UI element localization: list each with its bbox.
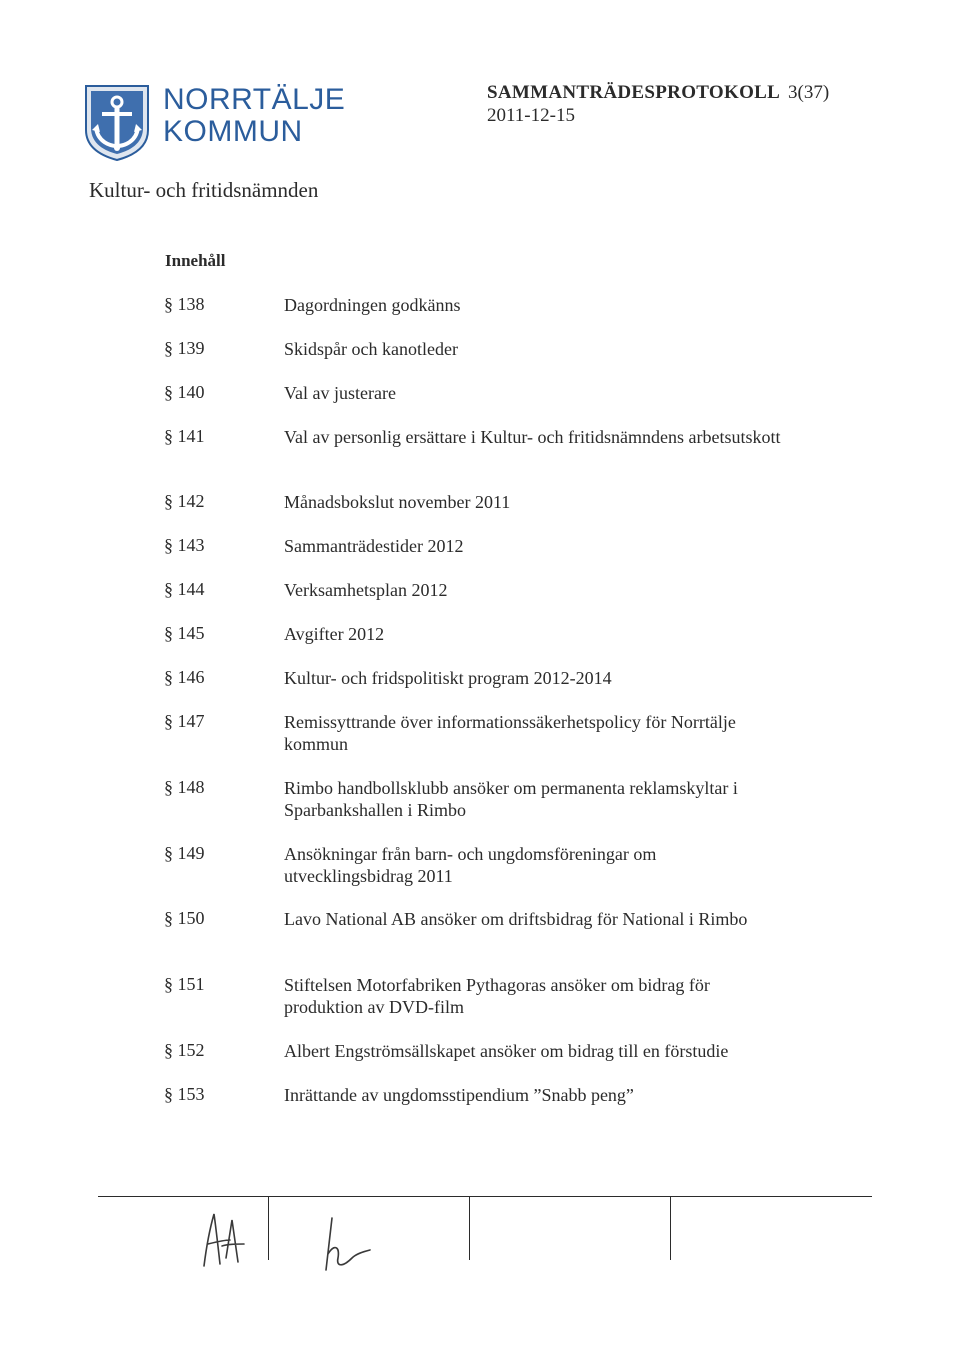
- signature-line: [98, 1196, 872, 1197]
- toc-item-number: § 142: [164, 491, 205, 511]
- toc-item-title: Inrättande av ungdomsstipendium ”Snabb peng”: [284, 1085, 634, 1105]
- toc-item-number: § 143: [164, 535, 205, 555]
- toc-item-number: § 140: [164, 382, 205, 402]
- toc-item-number: § 144: [164, 579, 205, 599]
- toc-item-number: § 139: [164, 338, 205, 358]
- norrtalje-coat-of-arms-icon: [82, 82, 152, 162]
- toc-item-number: § 152: [164, 1040, 205, 1060]
- toc-item-title: Albert Engströmsällskapet ansöker om bidrag till en förstudie: [284, 1041, 729, 1061]
- toc-item-number: § 145: [164, 623, 205, 643]
- toc-item-number: § 150: [164, 908, 205, 928]
- toc-item-title: Dagordningen godkänns: [284, 295, 461, 315]
- toc-item-number: § 153: [164, 1084, 205, 1104]
- toc-item-title: Sammanträdestider 2012: [284, 536, 464, 556]
- page-number: 3(37): [788, 82, 830, 103]
- toc-heading: Innehåll: [165, 251, 226, 270]
- logo-text-line1: NORRTÄLJE: [163, 83, 346, 116]
- toc-item-title: Skidspår och kanotleder: [284, 339, 458, 359]
- toc-item-number: § 146: [164, 667, 205, 687]
- toc-item-number: § 141: [164, 426, 205, 446]
- signature-1-icon: [196, 1206, 256, 1270]
- toc-item-title: Val av justerare: [284, 383, 396, 403]
- toc-item-title: Remissyttrande över informationssäkerhetspolicy för Norrtälje kommun: [284, 712, 736, 754]
- department-name: Kultur- och fritidsnämnden: [89, 178, 319, 202]
- toc-item-number: § 138: [164, 294, 205, 314]
- toc-item-title: Ansökningar från barn- och ungdomsföreningar om utvecklingsbidrag 2011: [284, 844, 657, 886]
- toc-item-title: Lavo National AB ansöker om driftsbidrag för National i Rimbo: [284, 909, 748, 929]
- toc-item-number: § 147: [164, 711, 205, 731]
- toc-item-number: § 151: [164, 974, 205, 994]
- signature-2-icon: [318, 1214, 378, 1274]
- toc-item-title: Avgifter 2012: [284, 624, 385, 644]
- signature-divider: [670, 1197, 671, 1260]
- toc-item-number: § 149: [164, 843, 205, 863]
- document-date: 2011-12-15: [487, 105, 575, 126]
- toc-item-title: Rimbo handbollsklubb ansöker om permanenta reklamskyltar i Sparbankshallen i Rimbo: [284, 778, 738, 820]
- logo-text-line2: KOMMUN: [163, 115, 303, 148]
- signature-divider: [268, 1197, 269, 1260]
- toc-item-title: Månadsbokslut november 2011: [284, 492, 511, 512]
- toc-item-number: § 148: [164, 777, 205, 797]
- toc-item-title: Verksamhetsplan 2012: [284, 580, 448, 600]
- document-title: SAMMANTRÄDESPROTOKOLL: [487, 82, 781, 103]
- signature-divider: [469, 1197, 470, 1260]
- toc-item-title: Stiftelsen Motorfabriken Pythagoras ansöker om bidrag för produktion av DVD-film: [284, 975, 710, 1017]
- toc-item-title: Kultur- och fridspolitiskt program 2012-2014: [284, 668, 612, 688]
- toc-item-title: Val av personlig ersättare i Kultur- och fritidsnämndens arbetsutskott: [284, 427, 781, 447]
